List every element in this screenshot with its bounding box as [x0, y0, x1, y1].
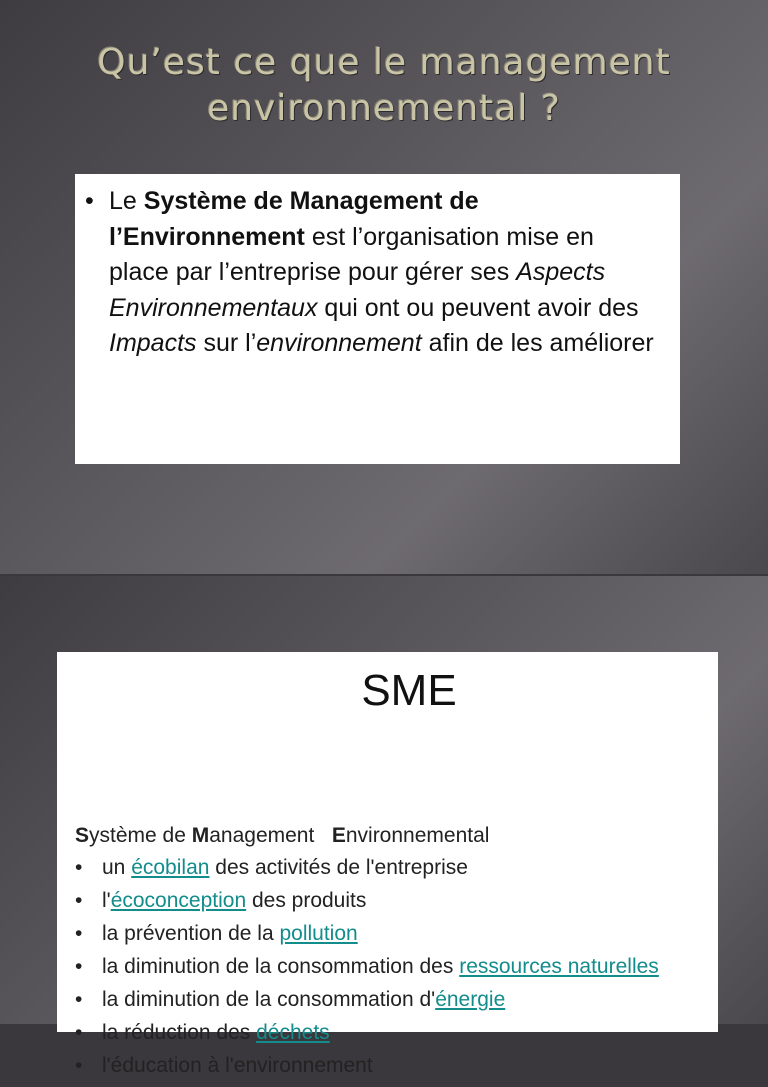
- link-ecobilan[interactable]: écobilan: [131, 856, 210, 879]
- slide-title: [0, 40, 768, 132]
- sme-box: [57, 652, 718, 1077]
- list-item: [75, 1021, 705, 1045]
- initial-e: E: [331, 824, 346, 847]
- item-text: des produits: [246, 889, 367, 912]
- list-item: [75, 1054, 705, 1078]
- link-ressources-naturelles[interactable]: ressources naturelles: [459, 955, 659, 978]
- item-text: la prévention de la: [102, 922, 280, 945]
- item-text: la diminution de la consommation des: [102, 955, 460, 978]
- item-text: un: [102, 856, 132, 879]
- link-ecoconception[interactable]: écoconception: [110, 889, 247, 912]
- italic-term: Impacts: [109, 329, 197, 357]
- item-text: l'éducation à l'environnement: [102, 1054, 373, 1077]
- bold-term: Système de Management de l’Environnement: [109, 187, 479, 251]
- list-item: [75, 889, 705, 913]
- bullet: •: [85, 187, 94, 215]
- title-line-2: environnemental ?: [207, 88, 561, 129]
- definition-box: [75, 174, 680, 464]
- sme-title: SME: [361, 666, 457, 715]
- sme-list: [75, 856, 705, 1087]
- item-text: la réduction des: [102, 1021, 257, 1044]
- link-pollution[interactable]: pollution: [279, 922, 358, 945]
- text-run: Le: [109, 187, 144, 215]
- initial-m: M: [191, 824, 210, 847]
- link-energie[interactable]: énergie: [435, 988, 506, 1011]
- text-run: est l’organisation mise en place par l’entreprise pour gérer ses: [109, 222, 594, 286]
- title-line-1: Qu’est ce que le management: [97, 42, 671, 83]
- sme-heading: [75, 824, 489, 848]
- list-item: [75, 922, 705, 946]
- item-text: l': [102, 889, 111, 912]
- item-text: la diminution de la consommation d': [102, 988, 436, 1011]
- heading-run: nvironnemental: [345, 824, 490, 847]
- list-item: [75, 988, 705, 1012]
- heading-run: anagement: [209, 824, 332, 847]
- heading-run: ystème de: [89, 824, 192, 847]
- text-run: sur l’: [196, 329, 257, 357]
- italic-term: Aspects Environnementaux: [109, 258, 606, 322]
- slide-2: [0, 576, 768, 1077]
- text-run: qui ont ou peuvent avoir des: [317, 293, 639, 322]
- italic-term: environnement: [256, 329, 422, 357]
- text-run: afin de les améliorer: [421, 329, 654, 357]
- link-dechets[interactable]: déchets: [256, 1021, 330, 1044]
- initial-s: S: [75, 824, 90, 847]
- list-item: [75, 856, 705, 880]
- list-item: [75, 955, 705, 979]
- definition-text: [85, 184, 656, 362]
- item-text: des activités de l'entreprise: [209, 856, 468, 879]
